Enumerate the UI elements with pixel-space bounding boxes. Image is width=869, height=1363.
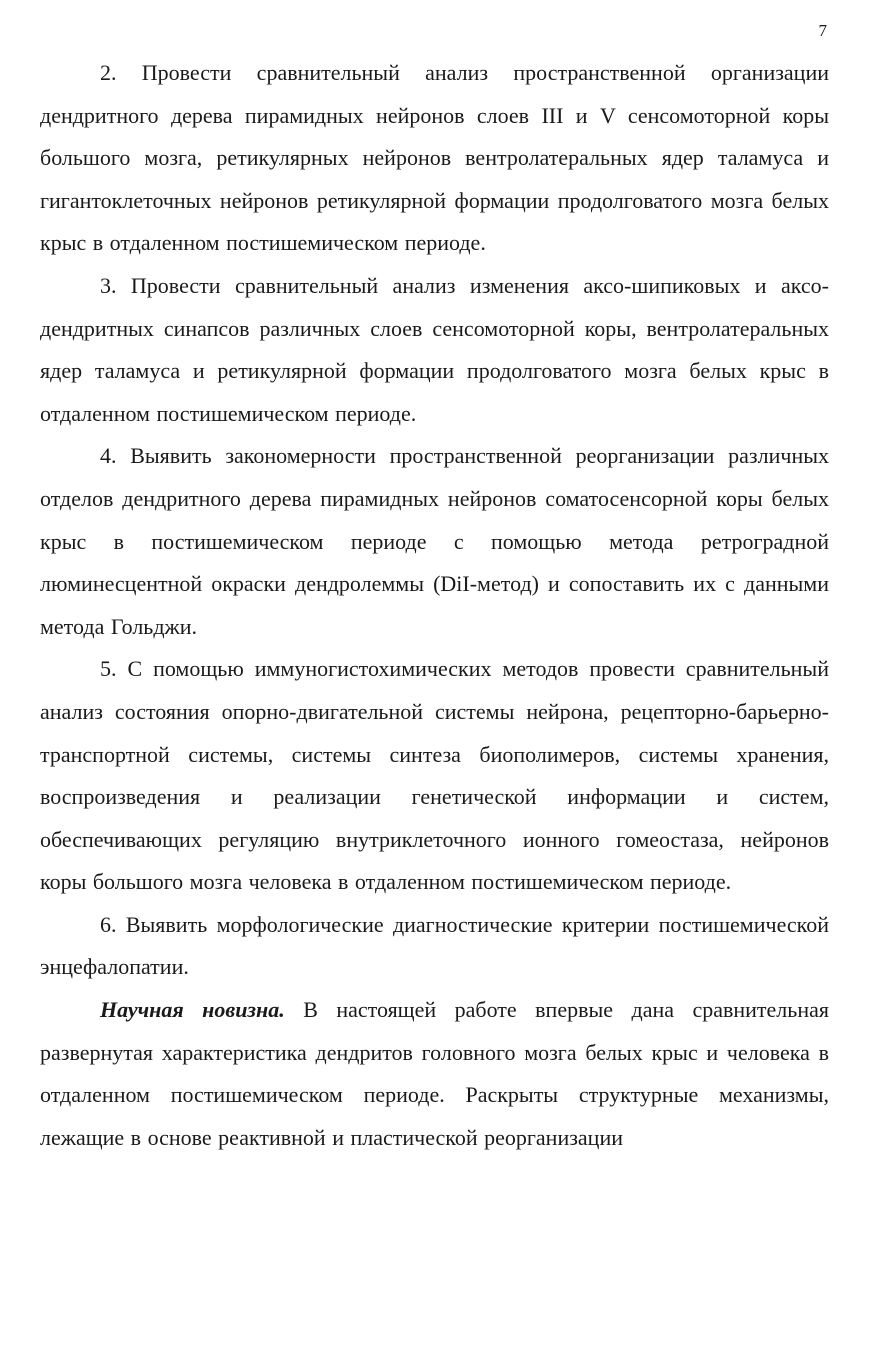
paragraph-item-3: 3. Провести сравнительный анализ изменения аксо-шипиковых и аксо-дендритных синапсов различных слоев сенсомоторной коры, вентролатеральных ядер таламуса и ретикулярной формации продолговатого мозга белых крыс в отдаленном постишемическом периоде. bbox=[40, 272, 829, 426]
paragraph-item-4: 4. Выявить закономерности пространственной реорганизации различных отделов дендритного дерева пирамидных нейронов соматосенсорной коры белых крыс в постишемическом периоде с помощью метода ретроградной люминесцентной окраски дендролеммы (DiI-метод) и сопоставить их с данными метода Гольджи. bbox=[40, 443, 829, 639]
novelty-text: В настоящей работе впервые дана сравнительная развернутая характеристика дендритов головного мозга белых крыс и человека в отдаленном постишемическом периоде. Раскрыты структурные механизмы, лежащие в основе реактивной и пластической реорганизации bbox=[40, 997, 829, 1150]
paragraph-scientific-novelty bbox=[40, 989, 829, 1159]
paragraph-item-2: 2. Провести сравнительный анализ пространственной организации дендритного дерева пирамидных нейронов слоев III и V сенсомоторной коры большого мозга, ретикулярных нейронов вентролатеральных ядер таламуса и гигантоклеточных нейронов ретикулярной формации продолговатого мозга белых крыс в отдаленном постишемическом периоде. bbox=[40, 60, 829, 256]
paragraph-item-5: 5. С помощью иммуногистохимических методов провести сравнительный анализ состояния опорно-двигательной системы нейрона, рецепторно-барьерно-транспортной системы, системы синтеза биополимеров, системы хранения, воспроизведения и реализации генетической информации и систем, обеспечивающих регуляцию внутриклеточного ионного гомеостаза, нейронов коры большого мозга человека в отдаленном постишемическом периоде. bbox=[40, 656, 829, 895]
page-content bbox=[40, 52, 829, 1159]
page-number: 7 bbox=[818, 21, 827, 40]
paragraph-item-6: 6. Выявить морфологические диагностические критерии постишемической энцефалопатии. bbox=[40, 911, 829, 980]
novelty-heading: Научная новизна. bbox=[100, 997, 285, 1023]
